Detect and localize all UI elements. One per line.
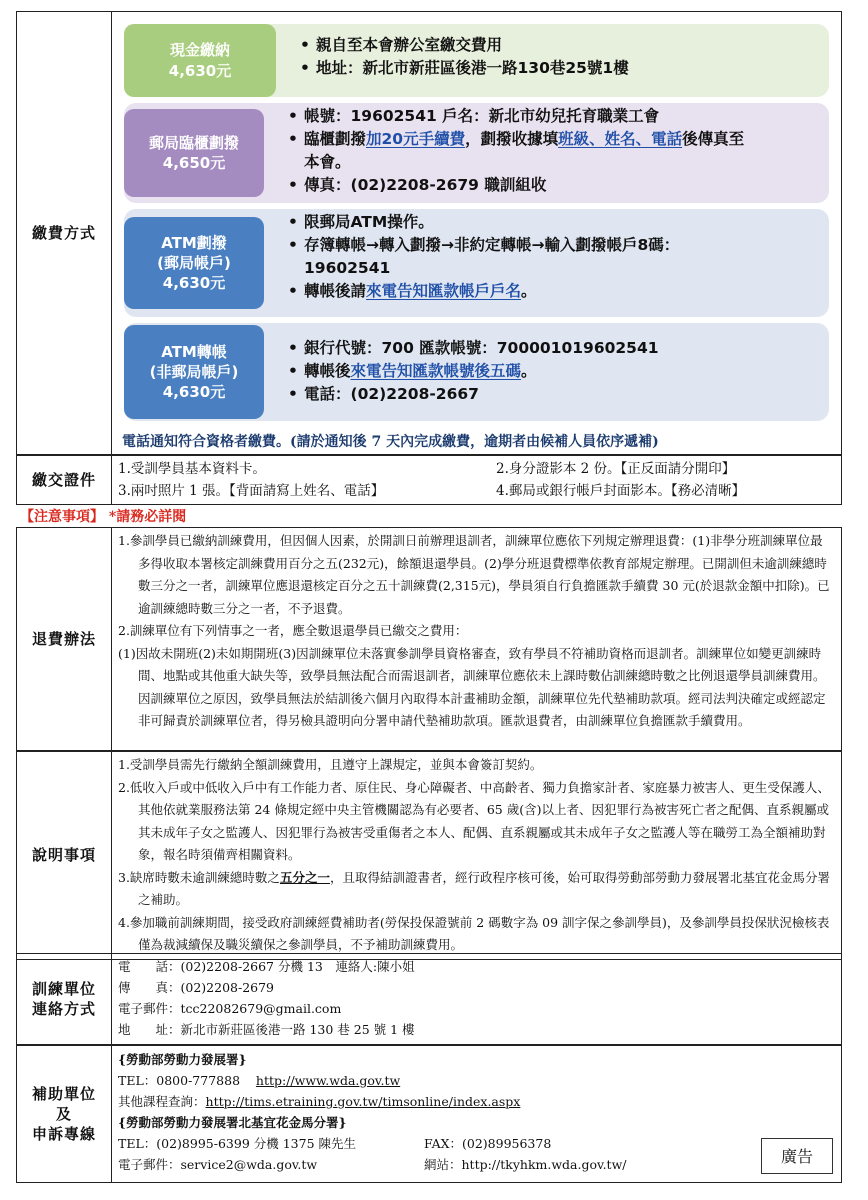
post-account: • 帳號：19602541 戶名：新北市幼兒托育職業工會 [288, 105, 758, 128]
complaint-header: 補助單位 及 申訴專線 [17, 1046, 112, 1183]
explain-para-3: 3.缺席時數未逾訓練總時數之五分之一，且取得結訓證書者，經行政程序核可後，始可取得勞動部勞動力發展署北基宜花金馬分署之補助。 [118, 869, 830, 907]
payment-header: 繳費方式 [17, 12, 112, 455]
atm-post-line-1: • 限郵局ATM操作。 [288, 211, 758, 234]
cash-line-2: • 地址：新北市新莊區後港一路130巷25號1樓 [300, 57, 629, 80]
complaint-org-2: {勞動部勞動力發展署北基宜花金馬分署} [118, 1115, 347, 1130]
method-atm-transfer [124, 323, 829, 421]
complaint-org-1: {勞動部勞動力發展署} [118, 1052, 247, 1067]
explain-para-4: 4.參加職前訓練期間，接受政府訓練經費補助者(勞保投保證號前 2 碼數字為 09 訓字保之參訓學員)，及參訓學員投保狀況檢核表僅為裁減續保及職災續保之參訓學員，不予補助訓練費用。 [118, 914, 830, 952]
documents-table [16, 455, 842, 505]
doc-item-2: 2.身分證影本 2 份。【正反面請分開印】 [496, 461, 736, 477]
atm-transfer-line-3: • 電話：(02)2208-2667 [288, 383, 659, 406]
contact-table [16, 953, 842, 1045]
method-cash [124, 24, 829, 97]
method-atm-post [124, 209, 829, 317]
post-fax: • 傳真：(02)2208-2679 職訓組收 [288, 174, 758, 197]
doc-item-3: 3.兩吋照片 1 張。【背面請寫上姓名、電話】 [118, 483, 385, 499]
refund-para-2: 2.訓練單位有下列情事之一者，應全數退還學員已繳交之費用： [118, 623, 468, 638]
documents-header: 繳交證件 [17, 456, 112, 505]
cash-line-1: • 親自至本會辦公室繳交費用 [300, 34, 629, 57]
contact-address: 地 址：新北市新莊區後港一路 130 巷 25 號 1 樓 [118, 1022, 415, 1037]
refund-header: 退費辦法 [17, 528, 112, 751]
explain-para-1: 1.受訓學員需先行繳納全額訓練費用，且遵守上課規定，並與本會簽訂契約。 [118, 757, 543, 772]
atm-post-line-2: • 存簿轉帳→轉入劃撥→非約定轉帳→輸入劃撥帳戶8碼：19602541 [288, 234, 758, 280]
refund-para-1: 1.參訓學員已繳納訓練費用，但因個人因素，於開訓日前辦理退訓者，訓練單位應依下列規定辦理退費：(1)非學分班訓練單位最多得收取本署核定訓練費用百分之五(232元)，餘額退還學員。(2)學分班退費標準依教育部規定辦理。已開訓但未逾訓練總時數三分之一者，訓練單位應退還核定百分之五十訓練費(2,315元)，學員須自行負擔匯款手續費 30 元(於退款金額中扣除)。已逾訓練總時數三分之一者，不予退費。 [118, 533, 830, 616]
doc-item-1: 1.受訓學員基本資料卡。 [118, 461, 266, 477]
refund-para-3: (1)因故未開班(2)未如期開班(3)因訓練單位未落實參訓學員資格審查，致有學員不符補助資格而退訓者。訓練單位如變更訓練時間、地點或其他重大缺失等，致學員無法配合而需退訓者，訓練單位應依未上課時數佔訓練總時數之比例退還學員訓練費用。因訓練單位之原因，致學員無法於結訓後六個月內取得本計畫補助金額，訓練單位先代墊補助款項。經司法判決確定或經認定非可歸責於訓練單位者，得另檢具證明向分署申請代墊補助款項。匯款退費者，由訓練單位負擔匯款手續費用。 [118, 645, 826, 728]
method-post-label: 郵局臨櫃劃撥 4,650元 [124, 109, 264, 197]
contact-fax: 傳 真：(02)2208-2679 [118, 980, 275, 995]
method-atm-transfer-label: ATM轉帳 (非郵局帳戶) 4,630元 [124, 325, 264, 419]
atm-transfer-line-2: • 轉帳後來電告知匯款帳號後五碼。 [288, 360, 659, 383]
complaint-web-2[interactable]: 網站：http://tkyhkm.wda.gov.tw/ [424, 1157, 627, 1172]
complaint-table [16, 1045, 842, 1183]
contact-email: 電子郵件：tcc22082679@gmail.com [118, 1001, 342, 1016]
method-cash-label: 現金繳納 4,630元 [124, 24, 276, 97]
method-atm-post-label: ATM劃撥 (郵局帳戶) 4,630元 [124, 217, 264, 309]
complaint-fax-2: FAX：(02)89956378 [424, 1136, 552, 1151]
notice-title: 【注意事項】 *請務必詳閱 [20, 509, 187, 525]
atm-post-line-3: • 轉帳後請來電告知匯款帳戶戶名。 [288, 280, 758, 303]
post-instructions: • 臨櫃劃撥加20元手續費，劃撥收據填班級、姓名、電話後傳真至本會。 [288, 128, 758, 174]
payment-content [112, 12, 842, 455]
complaint-email-2: 電子郵件：service2@wda.gov.tw [118, 1157, 318, 1172]
ad-button[interactable]: 廣告 [761, 1138, 833, 1174]
explain-para-2: 2.低收入戶或中低收入戶中有工作能力者、原住民、身心障礙者、中高齡者、獨力負擔家計者、家庭暴力被害人、更生受保護人、其他依就業服務法第 24 條規定經中央主管機關認為有必要者、65 歲(含)以上者、因犯罪行為被害死亡者之配偶、直系親屬或其未成年子女之監護人、因犯罪行為被害受重傷者之本人、配偶、直系親屬或其未成年子女之監護人等在職勞工為全額補助對象，報名時須備齊相關資料。 [118, 779, 830, 862]
explain-table [16, 751, 842, 960]
tims-link[interactable]: http://tims.etraining.gov.tw/timsonline/index.aspx [205, 1094, 521, 1109]
payment-table [16, 11, 842, 455]
contact-header: 訓練單位 連絡方式 [17, 954, 112, 1045]
method-post-counter [124, 103, 829, 203]
complaint-query: 其他課程查詢：http://tims.etraining.gov.tw/timsonline/index.aspx [118, 1094, 521, 1109]
payment-footer: 電話通知符合資格者繳費。(請於通知後 7 天內完成繳費，逾期者由候補人員依序遞補) [122, 434, 659, 450]
atm-transfer-line-1: • 銀行代號：700 匯款帳號：700001019602541 [288, 337, 659, 360]
refund-table [16, 527, 842, 751]
complaint-tel-2: TEL：(02)8995-6399 分機 1375 陳先生 [118, 1136, 357, 1151]
complaint-tel-1: TEL：0800-777888 http://www.wda.gov.tw [118, 1073, 401, 1088]
explain-header: 說明事項 [17, 752, 112, 960]
doc-item-4: 4.郵局或銀行帳戶封面影本。【務必清晰】 [496, 483, 746, 499]
contact-phone: 電 話：(02)2208-2667 分機 13 連絡人:陳小姐 [118, 959, 415, 974]
wda-link[interactable]: http://www.wda.gov.tw [255, 1073, 401, 1088]
